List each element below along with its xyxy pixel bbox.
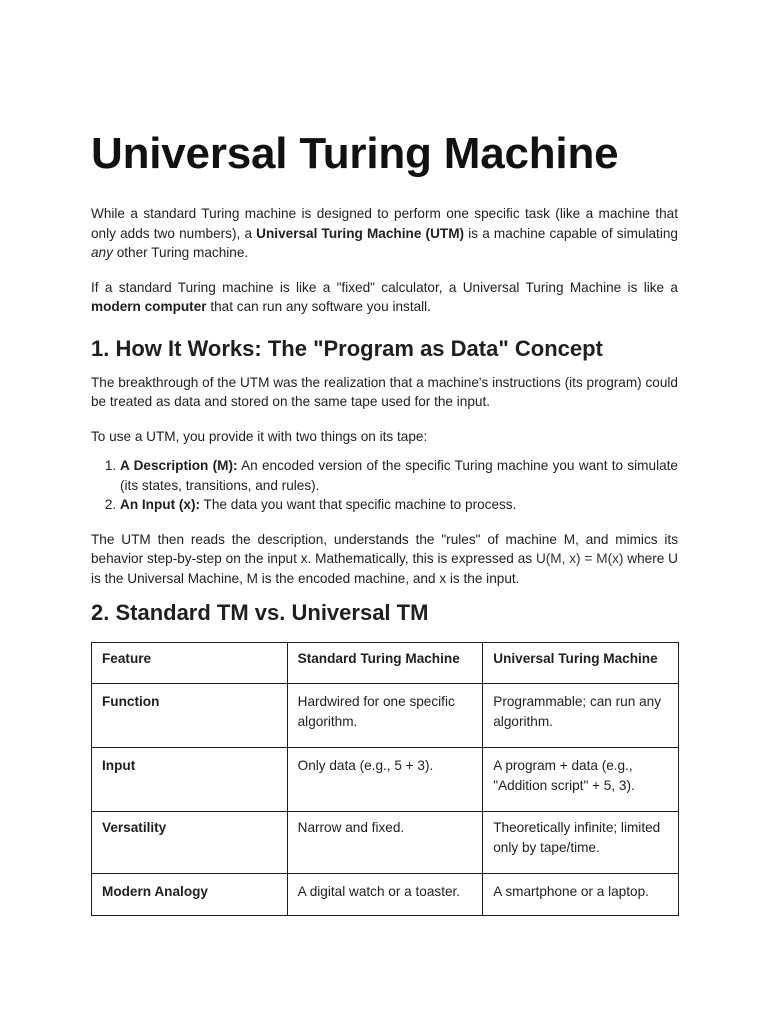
table-cell: Only data (e.g., 5 + 3). xyxy=(287,748,483,812)
page-title: Universal Turing Machine xyxy=(91,129,619,178)
list-item xyxy=(120,456,678,495)
document-page xyxy=(91,130,678,916)
formula: U(M, x) = M(x) xyxy=(535,551,624,566)
table-row xyxy=(92,684,679,748)
intro-text: other Turing machine. xyxy=(112,245,249,260)
section-1-paragraph-3 xyxy=(91,530,678,589)
table-cell: Programmable; can run any algorithm. xyxy=(483,684,679,748)
section-2-heading: 2. Standard TM vs. Universal TM xyxy=(91,600,429,625)
table-cell: Narrow and fixed. xyxy=(287,812,483,874)
table-header-cell: Universal Turing Machine xyxy=(483,643,679,684)
list-item-text: The data you want that specific machine to process. xyxy=(200,497,517,512)
table-header-cell: Feature xyxy=(92,643,288,684)
intro-paragraph-2 xyxy=(91,278,678,317)
intro-text: that can run any software you install. xyxy=(206,299,431,314)
list-item-text: An encoded version of the specific Turing machine you want to simulate (its states, transitions, and rules). xyxy=(120,458,678,493)
tape-items-list xyxy=(91,456,678,515)
table-cell-feature: Modern Analogy xyxy=(92,874,288,916)
utm-term: Universal Turing Machine (UTM) xyxy=(256,225,465,241)
table-cell-feature: Function xyxy=(92,684,288,748)
paragraph-text: The UTM then reads the description, understands the "rules" of machine M, and mimics its behavior step-by-step on the input x. Mathematically, this is expressed as xyxy=(91,531,678,566)
table-cell: A digital watch or a toaster. xyxy=(287,874,483,916)
modern-computer-term: modern computer xyxy=(91,299,207,314)
table-cell: Theoretically infinite; limited only by tape/time. xyxy=(483,812,679,874)
intro-text: While a standard Turing machine is designed to perform one specific task (like a machine that only adds two numbers), a xyxy=(91,206,678,241)
emphasis-any: any xyxy=(91,245,113,260)
section-1-heading: 1. How It Works: The "Program as Data" Concept xyxy=(91,335,603,361)
intro-text: If a standard Turing machine is like a "fixed" calculator, a Universal Turing Machine is like a xyxy=(91,279,678,295)
intro-text: is a machine capable of simulating xyxy=(464,225,678,241)
table-cell: A smartphone or a laptop. xyxy=(483,874,679,916)
section-1-paragraph-2: To use a UTM, you provide it with two things on its tape: xyxy=(91,428,428,444)
table-cell: A program + data (e.g., "Addition script" + 5, 3). xyxy=(483,748,679,812)
table-cell-feature: Input xyxy=(92,748,288,812)
paragraph-text: where U is the Universal Machine, M is the encoded machine, and x is the input. xyxy=(91,551,678,586)
list-item-label: A Description (M): xyxy=(120,458,238,473)
list-item-label: An Input (x): xyxy=(120,497,201,512)
table-header-cell: Standard Turing Machine xyxy=(287,643,483,684)
comparison-table xyxy=(91,642,679,916)
intro-paragraph-1 xyxy=(91,204,678,263)
table-row xyxy=(92,812,679,874)
table-cell: Hardwired for one specific algorithm. xyxy=(287,684,483,748)
table-header-row xyxy=(92,643,679,684)
table-cell-feature: Versatility xyxy=(92,812,288,874)
section-1-paragraph-1: The breakthrough of the UTM was the realization that a machine's instructions (its program) could be treated as data and stored on the same tape used for the input. xyxy=(91,374,678,409)
list-item xyxy=(120,495,678,515)
table-row xyxy=(92,748,679,812)
table-row xyxy=(92,874,679,916)
